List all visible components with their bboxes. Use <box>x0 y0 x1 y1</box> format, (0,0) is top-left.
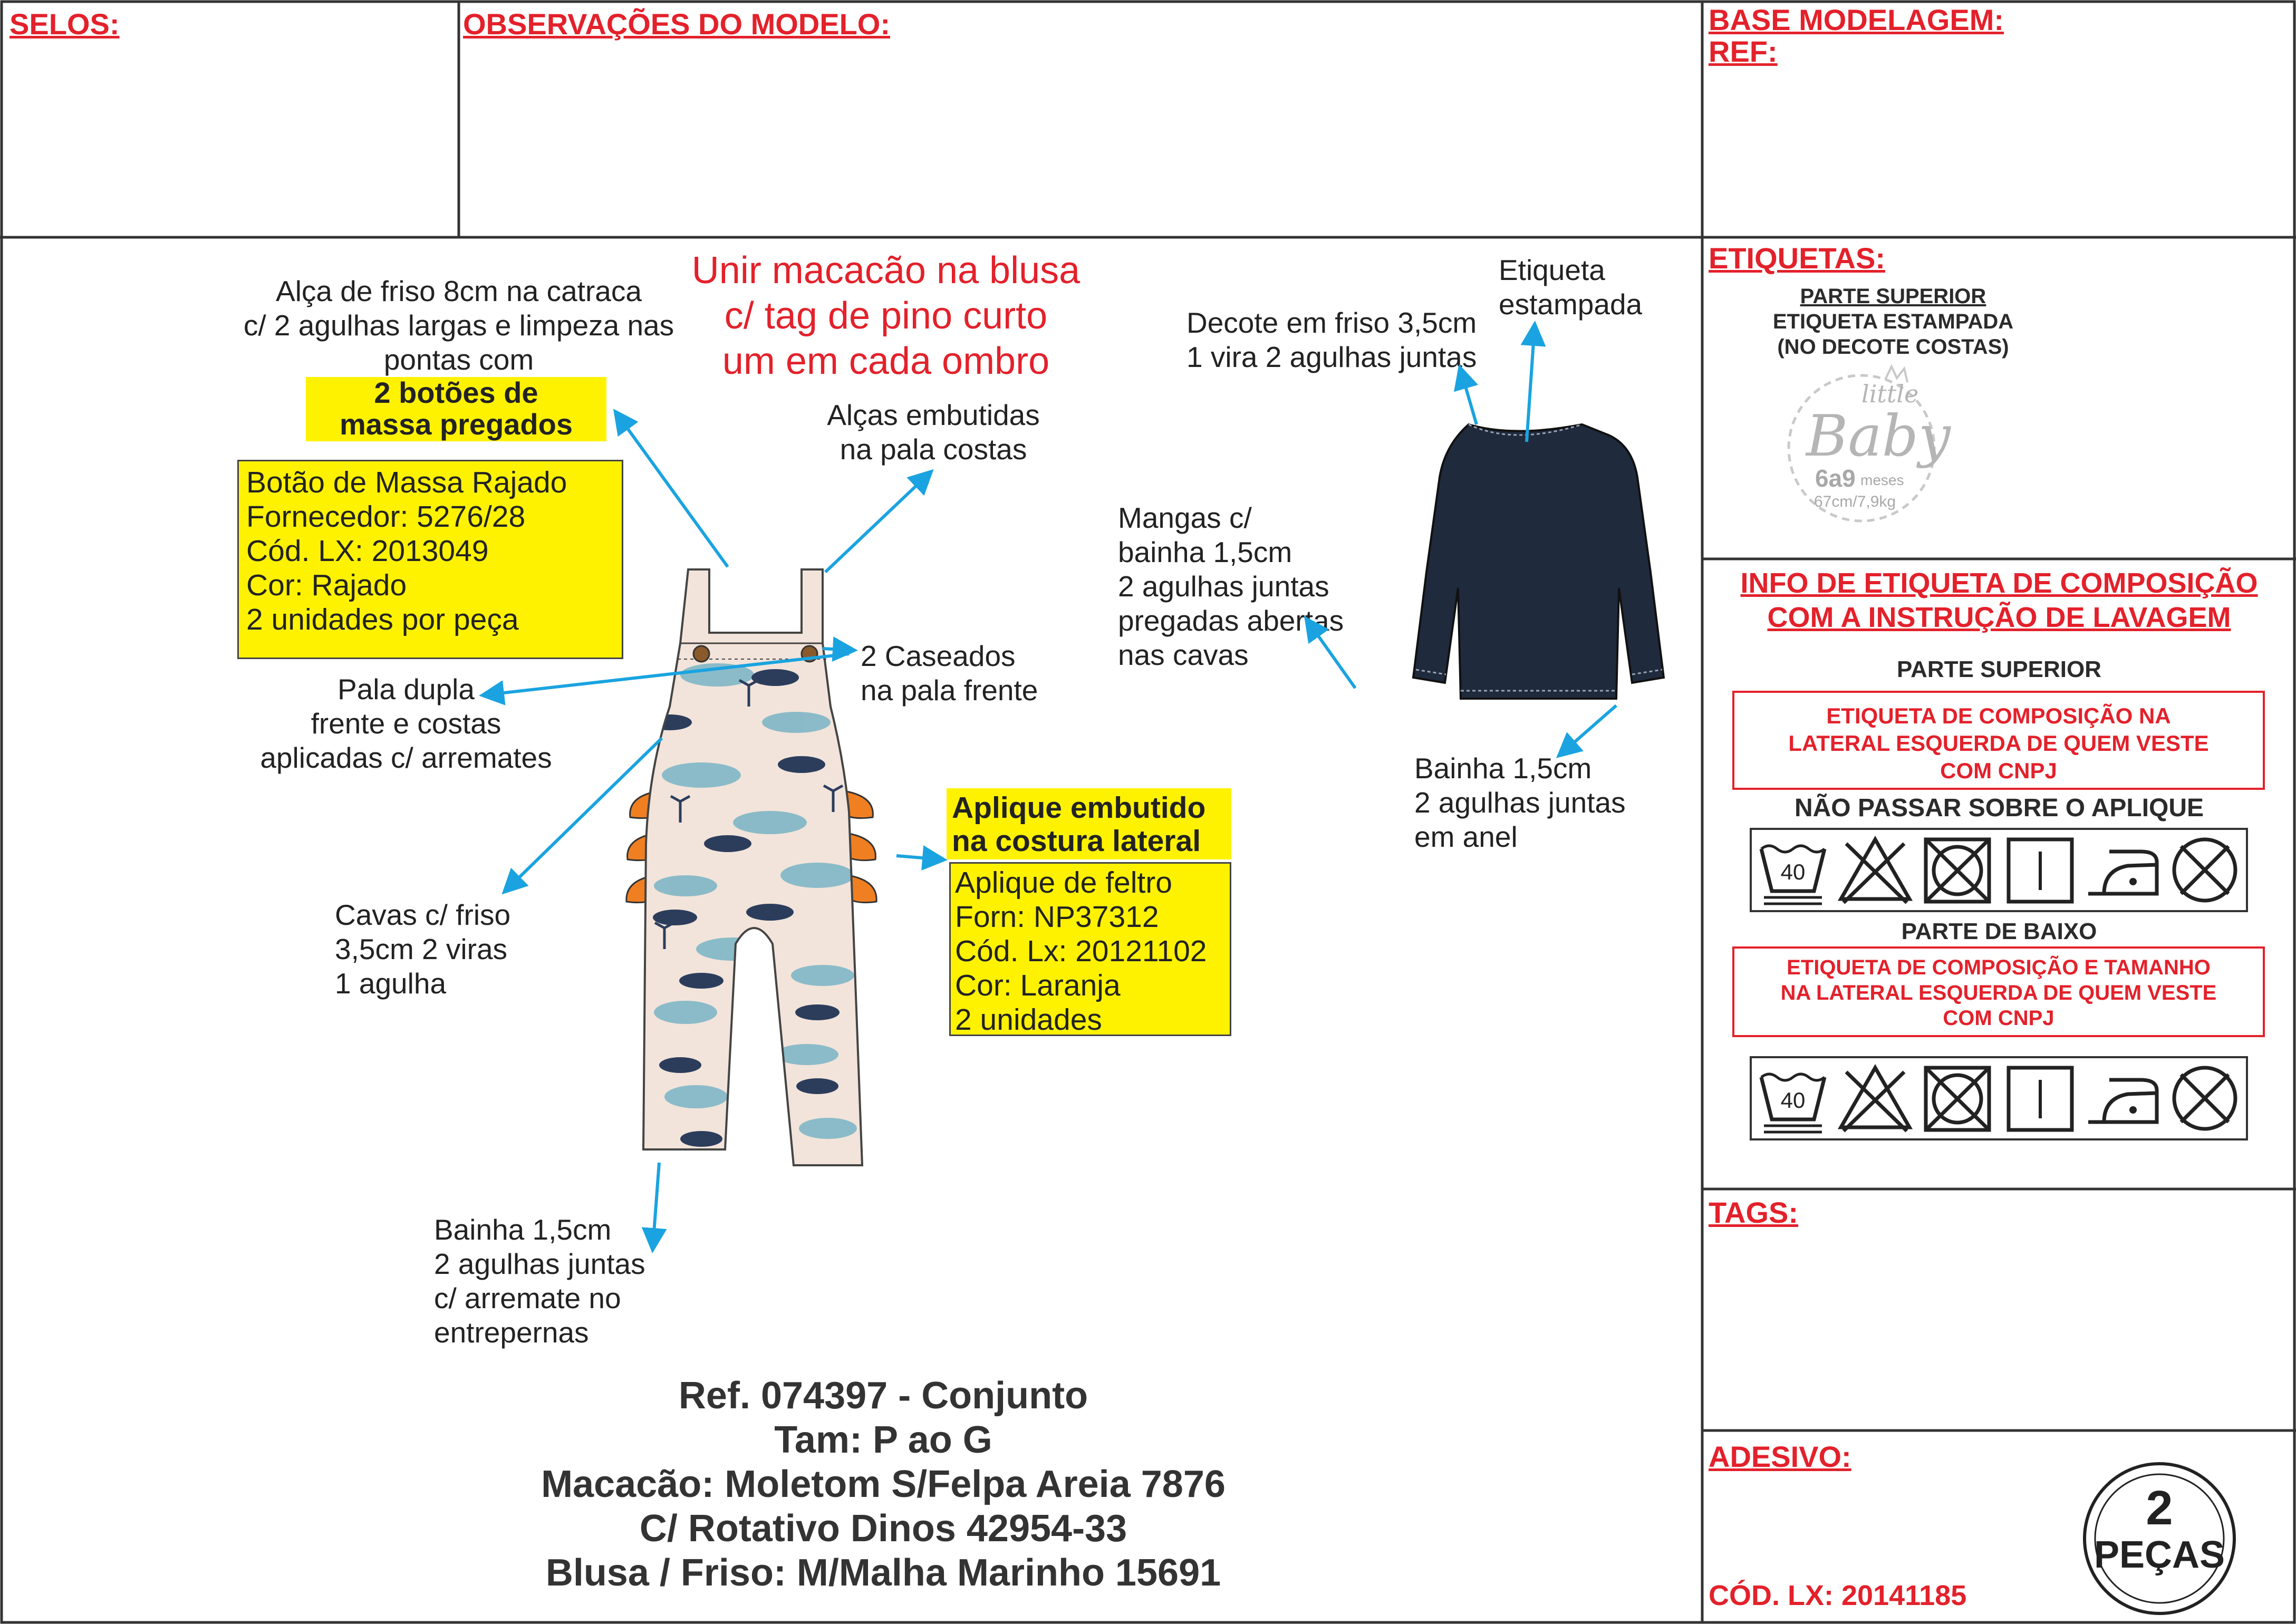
footer-size: Tam: P ao G <box>774 1419 992 1461</box>
botao-box-line: Cód. LX: 2013049 <box>246 534 489 568</box>
pala-line-2: frente e costas <box>311 707 501 740</box>
bainha-overall-line-4: entrepernas <box>434 1316 589 1349</box>
botoes-line-2: massa pregados <box>340 408 573 441</box>
logo-measure: 67cm/7,9kg <box>1814 493 1896 510</box>
comp-baixo-line-1: ETIQUETA DE COMPOSIÇÃO E TAMANHO <box>1787 956 2211 979</box>
bainha-shirt-line-2: 2 agulhas juntas <box>1414 786 1626 819</box>
aplique-box-line: Cód. Lx: 20121102 <box>955 934 1207 968</box>
ref-label: REF: <box>1709 35 1778 68</box>
footer-rotativo: C/ Rotativo Dinos 42954-33 <box>639 1507 1127 1550</box>
adesivo-badge-number: 2 <box>2146 1481 2173 1535</box>
caseados-line-2: na pala frente <box>861 674 1038 707</box>
parte-superior-label: PARTE SUPERIOR <box>1897 656 2101 682</box>
tags-label: TAGS: <box>1709 1196 1799 1229</box>
alcas-embutidas-line-1: Alças embutidas <box>827 399 1040 431</box>
red-note-line-1: Unir macacão na blusa <box>691 249 1081 292</box>
adesivo-label: ADESIVO: <box>1709 1440 1851 1473</box>
bainha-overall-line-1: Bainha 1,5cm <box>434 1213 612 1246</box>
aplique-box-line: Cor: Laranja <box>955 969 1121 1002</box>
decote-line-2: 1 vira 2 agulhas juntas <box>1186 341 1477 373</box>
logo-little: little <box>1861 380 1919 408</box>
comp-superior-line-2: LATERAL ESQUERDA DE QUEM VESTE <box>1788 731 2209 756</box>
nao-passar-label: NÃO PASSAR SOBRE O APLIQUE <box>1794 794 2204 822</box>
info-title-1: INFO DE ETIQUETA DE COMPOSIÇÃO <box>1740 567 2258 599</box>
cod-lx-label: CÓD. LX: 20141185 <box>1709 1580 1967 1611</box>
bainha-overall-line-3: c/ arremate no <box>434 1282 621 1314</box>
comp-superior-line-3: COM CNPJ <box>1940 758 2057 783</box>
mangas-line-1: Mangas c/ <box>1118 501 1252 534</box>
comp-superior-line-1: ETIQUETA DE COMPOSIÇÃO NA <box>1826 703 2171 728</box>
svg-text:40: 40 <box>1780 859 1806 884</box>
alca-line-3: pontas com <box>383 343 534 376</box>
logo-baby: Baby <box>1806 403 1951 469</box>
footer-macacao: Macacão: Moletom S/Felpa Areia 7876 <box>541 1463 1226 1505</box>
aplique-box-line: Forn: NP37312 <box>955 900 1159 934</box>
caseados-line-1: 2 Caseados <box>861 640 1016 672</box>
decote-line-1: Decote em friso 3,5cm <box>1186 306 1477 339</box>
logo-size: 6a9 <box>1815 465 1856 492</box>
bainha-shirt-line-3: em anel <box>1414 820 1518 853</box>
parte-baixo-label: PARTE DE BAIXO <box>1901 919 2097 944</box>
botao-box-line: Botão de Massa Rajado <box>246 466 567 499</box>
adesivo-badge-text: PEÇAS <box>2094 1534 2225 1576</box>
botoes-line-1: 2 botões de <box>374 376 538 409</box>
footer-ref: Ref. 074397 - Conjunto <box>678 1375 1088 1417</box>
botao-box-line: Cor: Rajado <box>246 568 407 602</box>
botao-box-line: 2 unidades por peça <box>246 603 519 636</box>
observacoes-label: OBSERVAÇÕES DO MODELO: <box>463 7 891 41</box>
selos-label: SELOS: <box>9 7 120 41</box>
alca-line-2: c/ 2 agulhas largas e limpeza nas <box>243 309 674 342</box>
mangas-line-4: pregadas abertas <box>1118 604 1344 637</box>
etiqueta-estampada-text: ETIQUETA ESTAMPADA <box>1772 310 2014 333</box>
cavas-line-2: 3,5cm 2 viras <box>335 933 508 965</box>
etiquetas-label: ETIQUETAS: <box>1709 241 1885 275</box>
no-decote-text: (NO DECOTE COSTAS) <box>1777 335 2009 359</box>
red-note-line-3: um em cada ombro <box>722 340 1050 382</box>
aplique-box-line: Aplique de feltro <box>955 866 1172 900</box>
alcas-embutidas-line-2: na pala costas <box>840 433 1027 466</box>
bainha-shirt-line-1: Bainha 1,5cm <box>1414 752 1592 785</box>
mangas-line-5: nas cavas <box>1118 639 1249 671</box>
comp-baixo-line-3: COM CNPJ <box>1943 1007 2054 1030</box>
cavas-line-3: 1 agulha <box>335 967 447 1000</box>
bainha-overall-line-2: 2 agulhas juntas <box>434 1248 645 1280</box>
pala-line-3: aplicadas c/ arremates <box>260 741 552 774</box>
base-modelagem-label: BASE MODELAGEM: <box>1709 3 2004 36</box>
red-note-line-2: c/ tag de pino curto <box>724 295 1048 337</box>
pala-line-1: Pala dupla <box>337 673 475 705</box>
mangas-line-3: 2 agulhas juntas <box>1118 570 1329 603</box>
etiqueta-line-2: estampada <box>1499 288 1643 321</box>
aplique-title-line-1: Aplique embutido <box>952 791 1206 825</box>
svg-text:40: 40 <box>1780 1088 1806 1113</box>
footer-blusa: Blusa / Friso: M/Malha Marinho 15691 <box>545 1552 1221 1594</box>
comp-baixo-line-2: NA LATERAL ESQUERDA DE QUEM VESTE <box>1780 981 2217 1004</box>
cavas-line-1: Cavas c/ friso <box>335 898 511 931</box>
botao-box-line: Fornecedor: 5276/28 <box>246 500 526 534</box>
info-title-2: COM A INSTRUÇÃO DE LAVAGEM <box>1767 602 2231 633</box>
parte-superior-title: PARTE SUPERIOR <box>1800 285 1986 308</box>
etiqueta-line-1: Etiqueta <box>1499 254 1605 286</box>
footer-specs <box>369 1374 1397 1595</box>
mangas-line-2: bainha 1,5cm <box>1118 536 1292 568</box>
logo-meses: meses <box>1860 472 1904 488</box>
aplique-title-line-2: na costura lateral <box>952 824 1201 858</box>
aplique-box-line: 2 unidades <box>955 1003 1102 1037</box>
alca-line-1: Alça de friso 8cm na catraca <box>276 275 642 307</box>
